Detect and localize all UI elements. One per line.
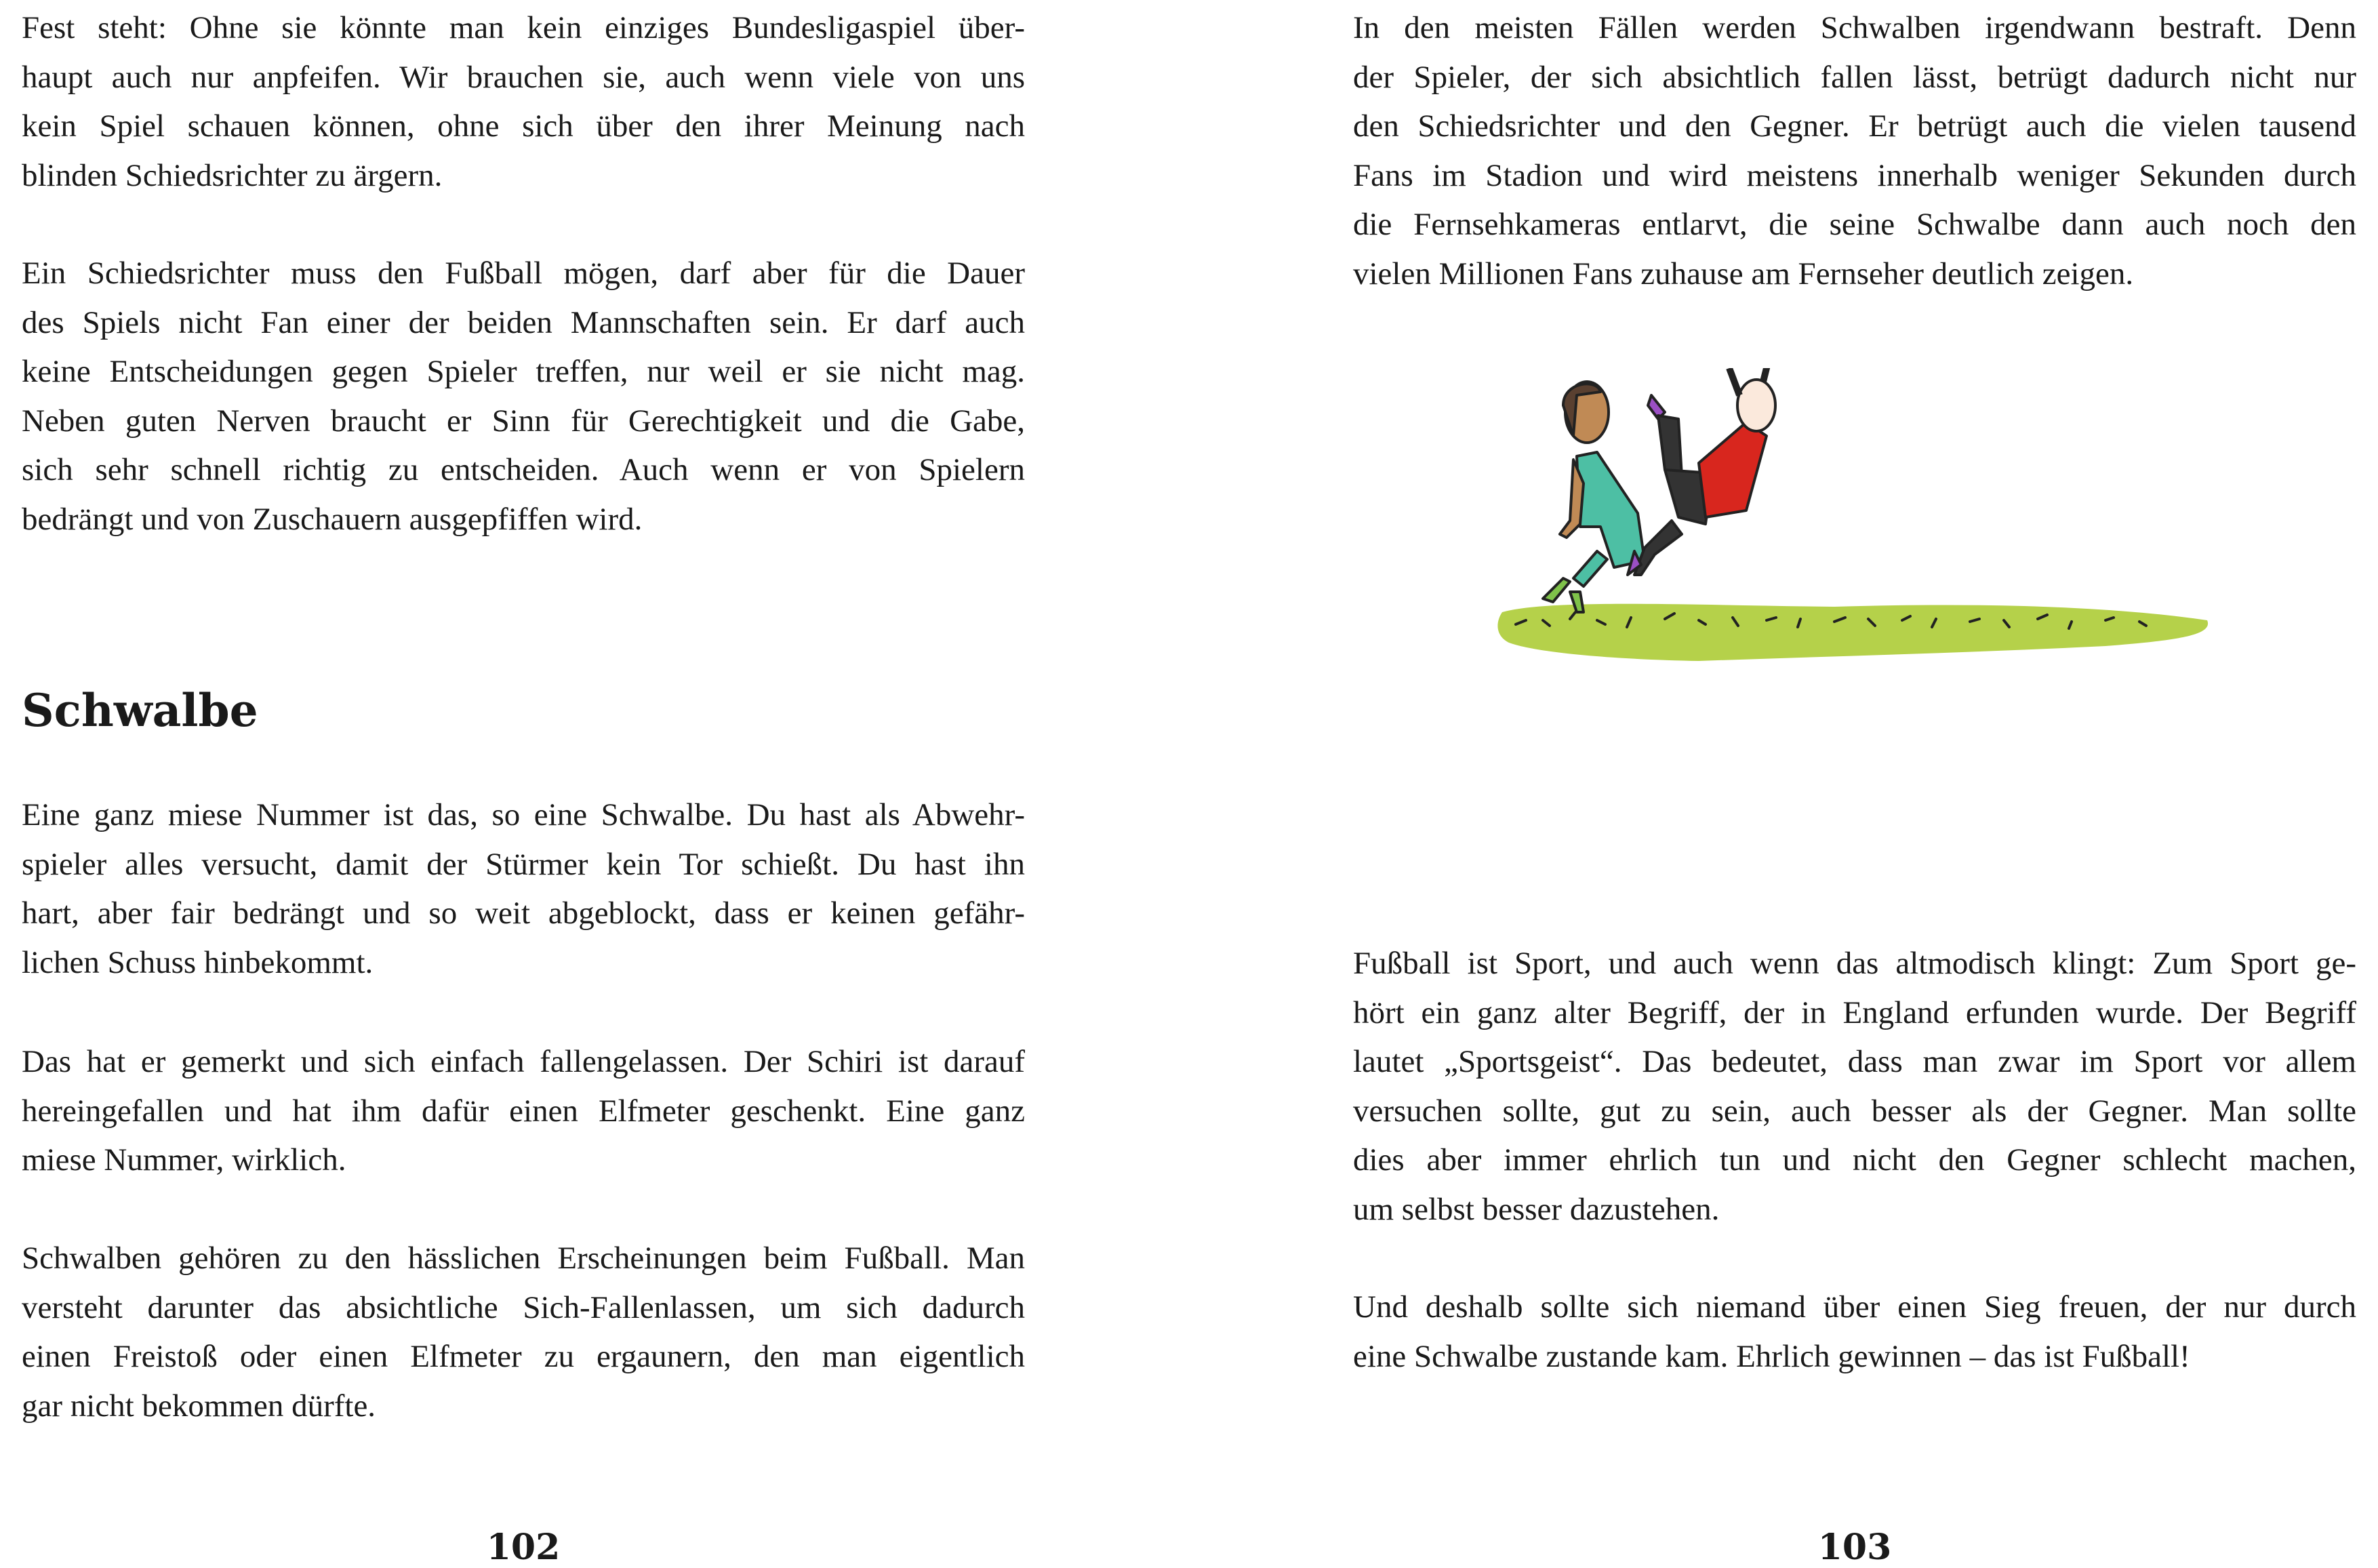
text-line: Fußball ist Sport, und auch wenn das altmodisch klingt: Zum Sport ge- [1353,946,2356,981]
text-line: Eine ganz miese Nummer ist das, so eine Schwalbe. Du hast als Abwehr- [22,797,1025,832]
text-line: des Spiels nicht Fan einer der beiden Mannschaften sein. Er darf auch [22,304,1025,340]
text-line: In den meisten Fällen werden Schwalben irgendwann bestraft. Denn [1353,10,2356,45]
text-line: um selbst besser dazustehen. [1353,1191,1720,1227]
text-line: spieler alles versucht, damit der Stürmer kein Tor schießt. Du hast ihn [22,846,1025,882]
text-line: dies aber immer ehrlich tun und nicht den Gegner schlecht machen, [1353,1142,2356,1178]
defender-figure [1543,382,1645,612]
text-line: die Fernsehkameras entlarvt, die seine Schwalbe dann auch noch den [1353,207,2356,243]
section-heading: Schwalbe [22,684,258,737]
paragraph [22,3,1025,200]
text-line: blinden Schiedsrichter zu ärgern. [22,157,443,193]
paragraph [22,249,1025,544]
text-line: Und deshalb sollte sich niemand über einen Sieg freuen, der nur durch [1353,1289,2356,1325]
paragraph [22,790,1025,987]
text-line: keine Entscheidungen gegen Spieler treffen, nur weil er sie nicht mag. [22,354,1025,390]
text-line: versuchen sollte, gut zu sein, auch besser als der Gegner. Man sollte [1353,1093,2356,1129]
dive-illustration [1495,368,2217,829]
page-number: 103 [1817,1527,1892,1568]
page-number: 102 [486,1527,561,1568]
paragraph [22,1234,1025,1430]
text-line: Fans im Stadion und wird meistens innerhalb weniger Sekunden durch [1353,157,2356,193]
text-line: hört ein ganz alter Begriff, der in England erfunden wurde. Der Begriff [1353,994,2356,1030]
text-line: sich sehr schnell richtig zu entscheiden. Auch wenn er von Spielern [22,452,1025,488]
text-line: bedrängt und von Zuschauern ausgepfiffen wird. [22,501,643,537]
text-line: lautet „Sportsgeist“. Das bedeutet, dass man zwar im Sport vor allem [1353,1044,2356,1080]
text-line: miese Nummer, wirklich. [22,1142,346,1178]
text-line: der Spieler, der sich absichtlich fallen lässt, betrügt dadurch nicht nur [1353,59,2356,95]
text-line: haupt auch nur anpfeifen. Wir brauchen sie, auch wenn viele von uns [22,59,1025,95]
text-line: Schwalben gehören zu den hässlichen Erscheinungen beim Fußball. Man [22,1241,1025,1276]
text-line: kein Spiel schauen können, ohne sich über den ihrer Meinung nach [22,108,1025,144]
diving-attacker-figure [1628,368,1775,575]
text-line: vielen Millionen Fans zuhause am Fernseher deutlich zeigen. [1353,256,2134,292]
text-line: Fest steht: Ohne sie könnte man kein einziges Bundesligaspiel über- [22,10,1025,45]
text-line: gar nicht bekommen dürfte. [22,1388,376,1424]
text-line: den Schiedsrichter und den Gegner. Er betrügt auch die vielen tausend [1353,108,2356,144]
left-page [22,0,1025,1567]
text-line: versteht darunter das absichtliche Sich-Fallenlassen, um sich dadurch [22,1289,1025,1325]
paragraph [1353,3,2356,299]
text-line: eine Schwalbe zustande kam. Ehrlich gewinnen – das ist Fußball! [1353,1338,2190,1374]
text-line: Ein Schiedsrichter muss den Fußball mögen, darf aber für die Dauer [22,256,1025,291]
text-line: lichen Schuss hinbekommt. [22,944,374,980]
paragraph [22,1037,1025,1185]
text-line: einen Freistoß oder einen Elfmeter zu ergaunern, den man eigentlich [22,1339,1025,1375]
text-line: hart, aber fair bedrängt und so weit abgeblockt, dass er keinen gefähr- [22,896,1025,931]
grass-patch [1497,604,2208,661]
paragraph [1353,1283,2356,1381]
text-line: Neben guten Nerven braucht er Sinn für Gerechtigkeit und die Gabe, [22,403,1025,439]
paragraph [1353,939,2356,1234]
text-line: hereingefallen und hat ihm dafür einen Elfmeter geschenkt. Eine ganz [22,1093,1025,1129]
text-line: Das hat er gemerkt und sich einfach fallengelassen. Der Schiri ist darauf [22,1044,1025,1079]
